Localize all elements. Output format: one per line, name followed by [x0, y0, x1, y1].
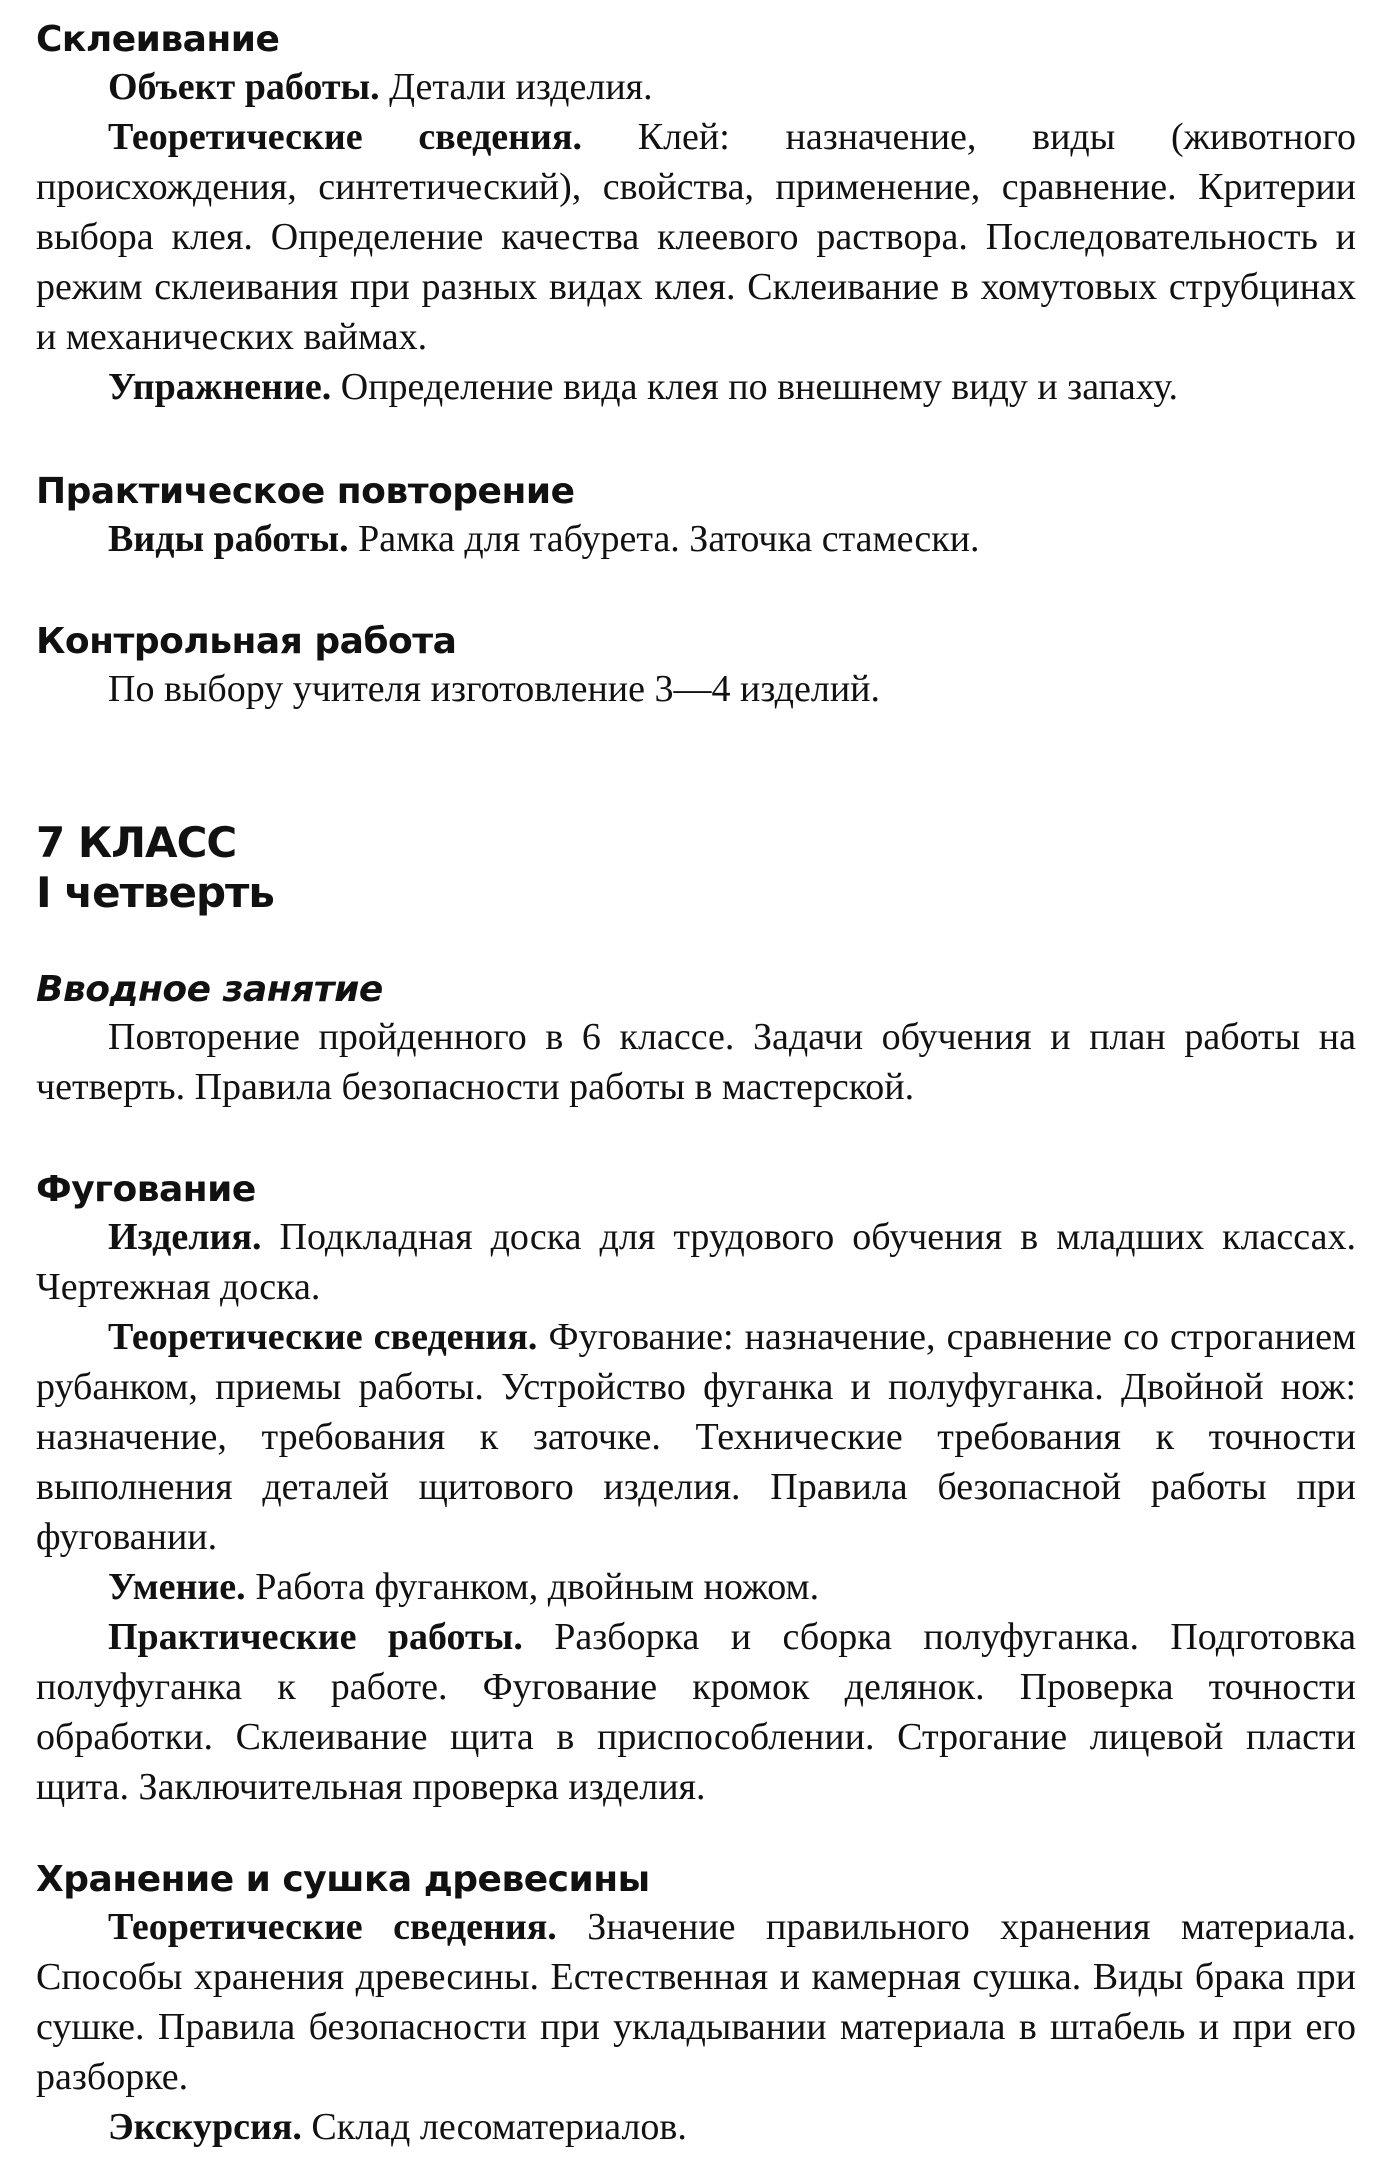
paragraph-text: Подкладная доска для трудового обучения в младших классах. Чертежная доска. [36, 1216, 1356, 1308]
paragraph-lead: Упражнение. [108, 366, 332, 408]
paragraph-exercise [36, 362, 1356, 412]
section-title: Склеивание [36, 19, 280, 60]
paragraph-lead: Экскурсия. [108, 2106, 302, 2148]
section-title: Контрольная работа [36, 621, 457, 662]
paragraph-object [36, 62, 1356, 112]
paragraph-lead: Теоретические сведения. [108, 116, 583, 158]
section-grade [36, 818, 1356, 918]
paragraph-control: По выбору учителя изготовление 3—4 изделий. [108, 668, 881, 710]
paragraph-text: Значение правильного хранения материала. Способы хранения древесины. Естественная и камерная сушка. Виды брака при сушке. Правила безопасности при укладывании материала в штабель и при его разборке. [36, 1906, 1356, 2098]
paragraph-lead: Виды работы. [108, 518, 349, 560]
paragraph-lead: Теоретические сведения. [108, 1316, 538, 1358]
paragraph-text: Работа фуганком, двойным ножом. [245, 1566, 820, 1608]
section-title: Вводное занятие [36, 969, 383, 1010]
section-jointing [36, 1168, 1356, 1812]
paragraph-lead: Практические работы. [108, 1616, 523, 1658]
section-title: Хранение и сушка древесины [36, 1859, 650, 1900]
section-storage [36, 1858, 1356, 2152]
paragraph-work [36, 514, 1356, 564]
section-title: Практическое повторение [36, 471, 575, 512]
quarter-title: I четверть [36, 868, 274, 917]
section-control [36, 620, 1356, 714]
paragraph-text: Разборка и сборка полуфуганка. Подготовка полуфуганка к работе. Фугование кромок делянок. Проверка точности обработки. Склеивание щита в приспособлении. Строгание лицевой пласти щита. Заключительная проверка изделия. [36, 1616, 1356, 1808]
paragraph-theory [36, 112, 1356, 362]
section-gluing [36, 18, 1356, 412]
grade-title: 7 КЛАСС [36, 818, 237, 867]
paragraph-text: Определение вида клея по внешнему виду и запаху. [331, 366, 1179, 408]
paragraph-intro: Повторение пройденного в 6 классе. Задачи обучения и план работы на четверть. Правила безопасности работы в мастерской. [36, 1016, 1356, 1108]
paragraph-lead: Изделия. [108, 1216, 262, 1258]
paragraph-theory [36, 1312, 1356, 1562]
paragraph-skill [36, 1562, 1356, 1612]
paragraph-text: Рамка для табурета. Заточка стамески. [348, 518, 980, 560]
paragraph-lead: Умение. [108, 1566, 246, 1608]
paragraph-theory [36, 1902, 1356, 2102]
paragraph-practical [36, 1612, 1356, 1812]
paragraph-text: Фугование: назначение, сравнение со строганием рубанком, приемы работы. Устройство фуганка и полуфуганка. Двойной нож: назначение, требования к заточке. Технические требования к точности выполнения деталей щитового изделия. Правила безопасной работы при фуговании. [36, 1316, 1356, 1558]
section-practice [36, 470, 1356, 564]
section-title: Фугование [36, 1169, 256, 1210]
paragraph-text: Детали изделия. [379, 66, 653, 108]
paragraph-text: Клей: назначение, виды (животного происхождения, синтетический), свойства, применение, сравнение. Критерии выбора клея. Определение качества клеевого раствора. Последовательность и режим склеивания при разных видах клея. Склеивание в хомутовых струбцинах и механических ваймах. [36, 116, 1356, 358]
paragraph-text: Склад лесоматериалов. [301, 2106, 687, 2148]
paragraph-lead: Объект работы. [108, 66, 380, 108]
paragraph-items [36, 1212, 1356, 1312]
paragraph-excursion [36, 2102, 1356, 2152]
paragraph-lead: Теоретические сведения. [108, 1906, 557, 1948]
section-intro [36, 968, 1356, 1112]
